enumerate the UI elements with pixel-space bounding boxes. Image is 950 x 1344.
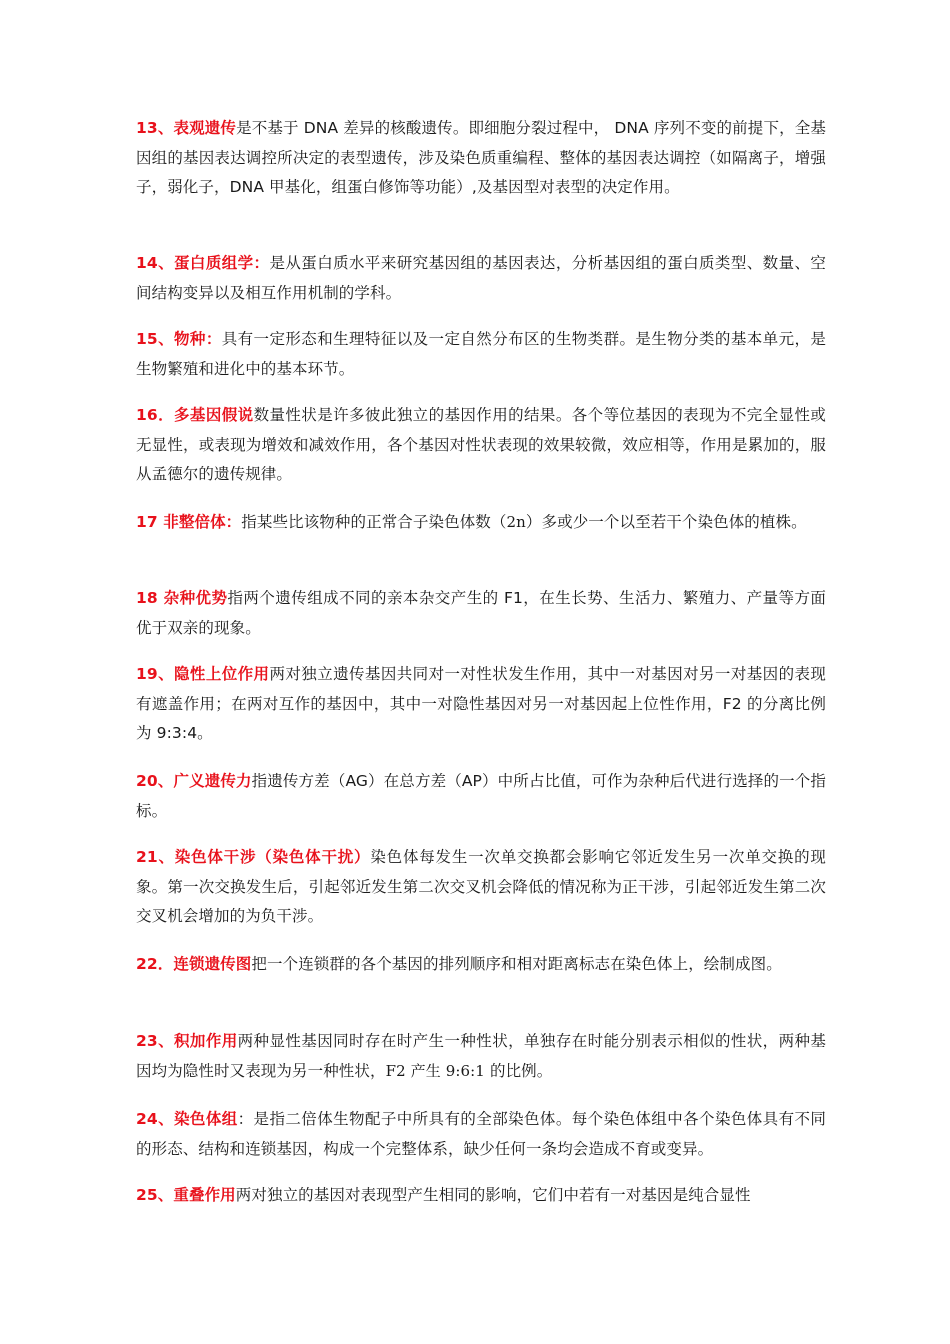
entry-term: 非整倍体：: [163, 513, 242, 531]
entry-term: 广义遗传力: [173, 772, 252, 790]
entry-text: 指某些比该物种的正常合子染色体数（: [241, 513, 507, 531]
entry-number: 15、: [136, 330, 174, 348]
entry-text: ）多或少一个以至若干个染色体的植株。: [525, 513, 807, 531]
entry-number: 13、: [136, 119, 174, 137]
entry-term: 积加作用: [174, 1032, 238, 1050]
entry-term: 表观遗传: [173, 119, 237, 137]
entry-number: 20、: [136, 772, 174, 790]
entry-text: 两对独立遗传基因共同对一对性状发生作用，其中一对基因对另一对基因的表现有遮盖作用；在两对互作的基因中，其中一对隐性基因对另一对基因起上位性作用，F2 的分离比例为 9:3:4。: [136, 665, 826, 742]
entry-text: 指遗传方差（AG）在总方差（AP）中所占比值，可作为杂种后代进行选择的一个指标。: [136, 772, 826, 820]
entry-text: 把一个连锁群的各个基因的排列顺序和相对距离标志在染色体上，绘制成图。: [251, 955, 782, 973]
entry-term: 杂种优势: [163, 589, 228, 607]
entry-number: 22．: [136, 955, 174, 973]
entry-number: 21、: [136, 848, 175, 866]
entry-text: 的比例。: [484, 1061, 553, 1080]
entry-text: ：是指二倍体生物配子中所具有的全部染色体。每个染色体组中各个染色体具有不同的形态、结构和连锁基因，构成一个完整体系，缺少任何一条均会造成不育或变异。: [136, 1110, 826, 1158]
entry-number: 19、: [136, 665, 174, 683]
entry-19: [136, 660, 826, 749]
entry-number: 23、: [136, 1032, 174, 1050]
entry-24: [136, 1105, 826, 1164]
entry-number: 18: [136, 589, 164, 607]
entry-number: 14、: [136, 254, 174, 272]
entry-term: 物种：: [174, 330, 222, 348]
entry-22: [136, 950, 826, 980]
entry-term: 重叠作用: [173, 1186, 236, 1204]
entry-text: 具有一定形态和生理特征以及一定自然分布区的生物类群。是生物分类的基本单元，是生物繁殖和进化中的基本环节。: [136, 330, 826, 378]
entry-term: 蛋白质组学：: [174, 254, 270, 272]
entry-formula: F2 产生 9:6:1: [385, 1061, 485, 1080]
entry-text: 两对独立的基因对表现型产生相同的影响，它们中若有一对基因是纯合显性: [235, 1186, 751, 1204]
entry-14: [136, 249, 826, 308]
entry-formula: 2n: [506, 513, 526, 531]
entry-text: 指两个遗传组成不同的亲本杂交产生的 F1，在生长势、生活力、繁殖力、产量等方面优于双亲的现象。: [136, 589, 826, 637]
entry-number: 17: [136, 513, 164, 531]
entry-text: 是从蛋白质水平来研究基因组的基因表达，分析基因组的蛋白质类型、数量、空间结构变异以及相互作用机制的学科。: [136, 254, 826, 302]
entry-number: 25、: [136, 1186, 174, 1204]
entry-15: [136, 325, 826, 384]
entry-number: 24、: [136, 1110, 174, 1128]
entry-25: [136, 1181, 826, 1211]
entry-term: 染色体组: [174, 1110, 238, 1128]
entry-term: 隐性上位作用: [174, 665, 270, 683]
entry-text: 数量性状是许多彼此独立的基因作用的结果。各个等位基因的表现为不完全显性或无显性，或表现为增效和减效作用，各个基因对性状表现的效果较微，效应相等，作用是累加的，服从孟德尔的遗传规律。: [136, 406, 826, 483]
entry-21: [136, 843, 826, 932]
entry-term: 多基因假说: [174, 406, 254, 424]
entry-term: 连锁遗传图: [173, 955, 252, 973]
entry-text: 染色体每发生一次单交换都会影响它邻近发生另一次单交换的现象。第一次交换发生后，引起邻近发生第二次交叉机会降低的情况称为正干涉，引起邻近发生第二次交叉机会增加的为负干涉。: [136, 848, 826, 925]
entry-20: [136, 767, 826, 826]
entry-number: 16．: [136, 406, 174, 424]
entry-18: [136, 584, 826, 643]
entry-13: [136, 114, 826, 203]
entry-term: 染色体干涉（染色体干扰）: [174, 848, 371, 866]
entry-23: [136, 1027, 826, 1086]
entry-text: 是不基于 DNA 差异的核酸遗传。即细胞分裂过程中， DNA 序列不变的前提下，全基因组的基因表达调控所决定的表型遗传，涉及染色质重编程、整体的基因表达调控（如隔离子，增强子，弱化子，DNA 甲基化，组蛋白修饰等功能）,及基因型对表型的决定作用。: [136, 119, 827, 196]
entry-17: [136, 508, 826, 538]
entry-text: 两种显性基因同时存在时产生一种性状，单独存在时能分别表示相似的性状，两种基因均为隐性时又表现为另一种性状，: [136, 1032, 826, 1080]
entry-16: [136, 401, 826, 490]
